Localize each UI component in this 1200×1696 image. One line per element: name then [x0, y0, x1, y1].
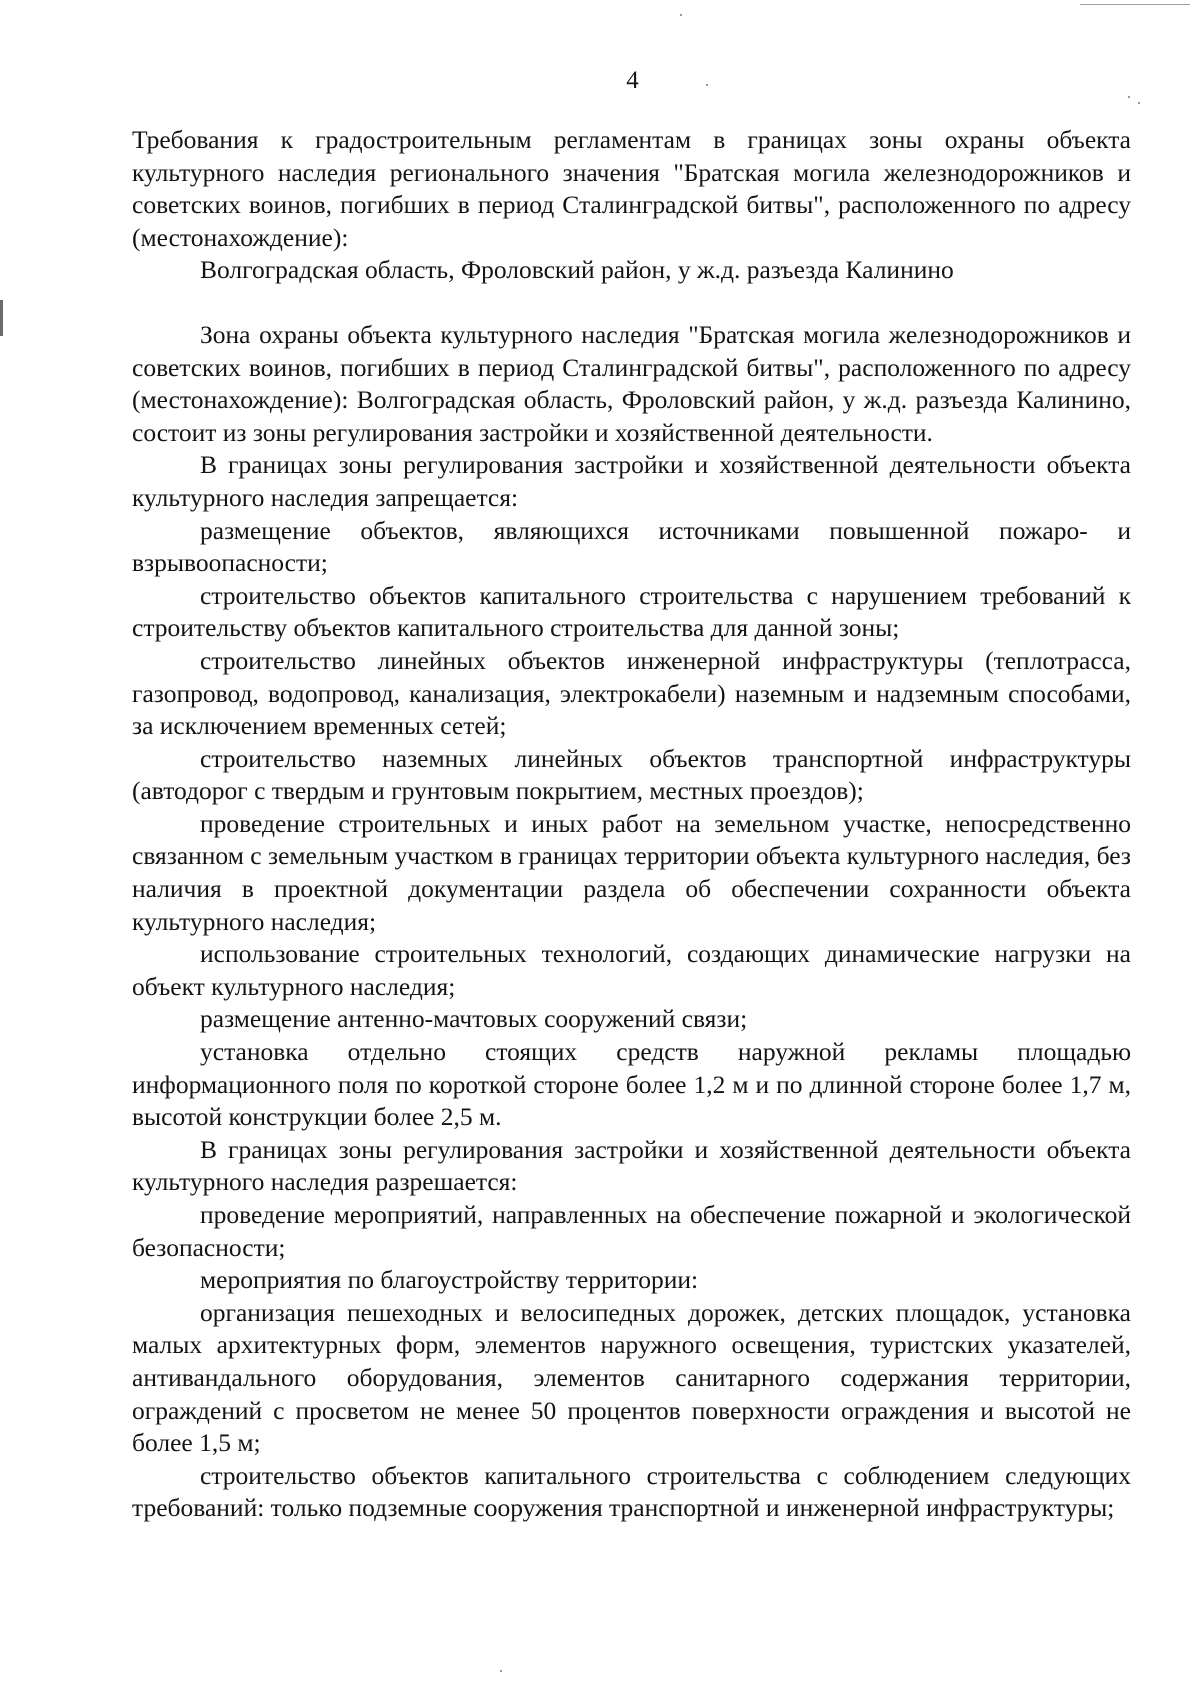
prohibited-item: проведение строительных и иных работ на земельном участке, непосредственно связанном с земельным участком в границах территории объекта культурного наследия, без наличия в проектной документации раздела об обеспечении сохранности объекта культурного наследия;: [132, 808, 1131, 936]
prohibited-item: размещение антенно-мачтовых сооружений связи;: [200, 1004, 748, 1034]
prohibited-item: размещение объектов, являющихся источниками повышенной пожаро- и взрывоопасности;: [132, 515, 1131, 578]
prohibited-item: строительство линейных объектов инженерной инфраструктуры (теплотрасса, газопровод, водопровод, канализация, электрокабели) наземным и надземным способами, за исключением временных сетей;: [132, 645, 1131, 741]
paragraph: В границах зоны регулирования застройки и хозяйственной деятельности объекта культурного наследия запрещается:: [132, 450, 1131, 512]
page-number: 4: [626, 67, 639, 94]
section-title: Требования к градостроительным регламентам в границах зоны охраны объекта культурного наследия регионального значения "Братская могила железнодорожников и советских воинов, погибших в период Сталинградской битвы", расположенного по адресу (местонахождение):: [132, 125, 1131, 252]
permitted-item: мероприятия по благоустройству территории:: [200, 1265, 699, 1295]
scan-edge-mark: [0, 300, 3, 336]
section-title-address: Волгоградская область, Фроловский район, у ж.д. разъезда Калинино: [200, 255, 954, 285]
permitted-item: строительство объектов капитального строительства с соблюдением следующих требований: только подземные сооружения транспортной и инженерной инфраструктуры;: [132, 1460, 1131, 1523]
scan-speck: [680, 14, 682, 16]
paragraph: В границах зоны регулирования застройки и хозяйственной деятельности объекта культурного наследия разрешается:: [132, 1134, 1131, 1197]
scan-top-line: [1080, 4, 1190, 5]
document-body: [132, 124, 1131, 1525]
prohibited-item: строительство объектов капитального строительства с нарушением требований к строительству объектов капитального строительства для данной зоны;: [132, 580, 1131, 643]
permitted-item: проведение мероприятий, направленных на обеспечение пожарной и экологической безопасности;: [132, 1200, 1131, 1262]
paragraph: Зона охраны объекта культурного наследия "Братская могила железнодорожников и советских воинов, погибших в период Сталинградской битвы", расположенного по адресу (местонахождение): Волгоградская область, Фроловский район, у ж.д. разъезда Калинино, состоит из зоны регулирования застройки и хозяйственной деятельности.: [132, 319, 1131, 447]
prohibited-item: использование строительных технологий, создающих динамические нагрузки на объект культурного наследия;: [132, 939, 1131, 1001]
scan-speck: [500, 1670, 502, 1672]
scan-speck: [1138, 102, 1140, 104]
prohibited-item: установка отдельно стоящих средств наружной рекламы площадью информационного поля по короткой стороне более 1,2 м и по длинной стороне более 1,7 м, высотой конструкции более 2,5 м.: [132, 1037, 1131, 1132]
prohibited-item: строительство наземных линейных объектов транспортной инфраструктуры (автодорог с твердым и грунтовым покрытием, местных проездов);: [132, 743, 1131, 806]
permitted-item: организация пешеходных и велосипедных дорожек, детских площадок, установка малых архитектурных форм, элементов наружного освещения, туристских указателей, антивандального оборудования, элементов санитарного содержания территории, ограждений с просветом не менее 50 процентов поверхности ограждения и высотой не более 1,5 м;: [132, 1297, 1131, 1458]
scan-speck: [1128, 96, 1130, 98]
